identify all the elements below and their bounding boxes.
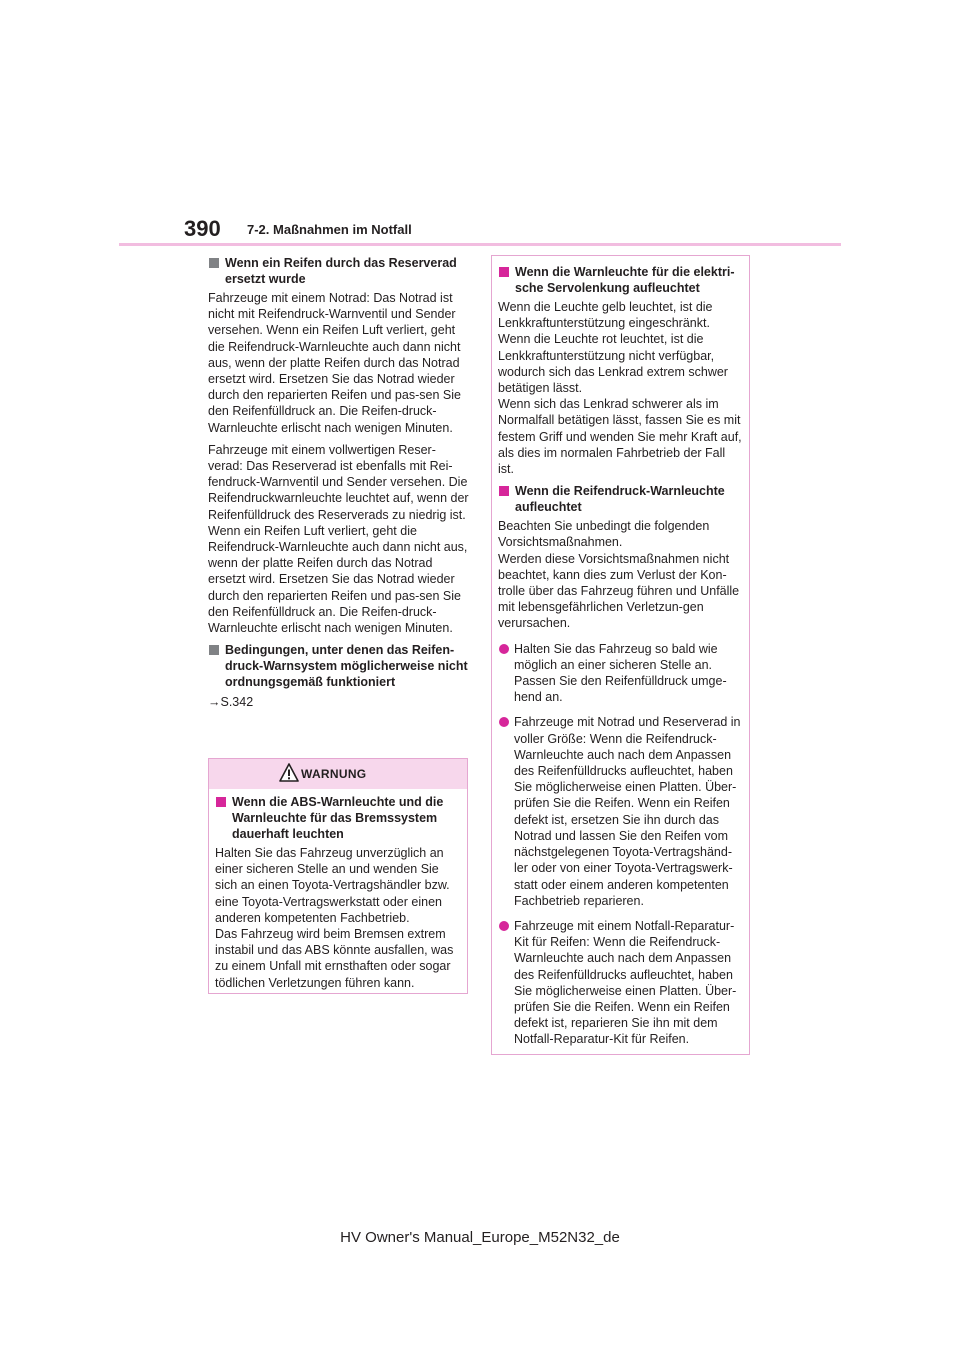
right-paragraph-2a: Beachten Sie unbedingt die folgenden Vorsichtsmaßnahmen.: [498, 519, 710, 550]
right-heading-2-text: Wenn die Reifendruck-Warnleuchte aufleuchtet: [515, 484, 725, 515]
right-caution-box: [491, 255, 750, 1055]
left-paragraph-1: Fahrzeuge mit einem Notrad: Das Notrad ist nicht mit Reifendruck-Warnventil und Sender versehen. Wenn ein Reifen Luft verliert, geht die Reifendruck-Warnleuchte auch dann nicht aus, wenn der platte Reifen durch das Notrad ersetzt wird. Ersetzen Sie das Notrad wieder durch den reparierten Reifen und pas-sen Sie den Reifenfülldruck an. Die Reifen-druck-Warnleuchte erlischt nach wenigen Minuten.: [208, 291, 461, 435]
footer-text: HV Owner's Manual_Europe_M52N32_de: [340, 1229, 620, 1246]
page-reference-link[interactable]: →S.342: [208, 695, 254, 710]
page-number: 390: [184, 216, 221, 241]
list-item: [498, 714, 743, 908]
header-rule: [119, 243, 841, 246]
square-bullet-icon: [499, 486, 509, 496]
list-item-text: Fahrzeuge mit Notrad und Reserverad in voller Größe: Wenn die Reifendruck-Warnleuchte auch nach dem Anpassen des Reifenfülldrucks aufleuchtet, haben Sie möglicherweise einen Platten. Über-prüfen Sie die Reifen. Wenn ein Reifen defekt ist, ersetzen Sie ihn durch das Notrad und lassen Sie den Reifen vom nächstgelegenen Toyota-Vertragshänd-ler oder von einer Toyota-Vertragswerk-statt oder einem anderen kompetenten Fachbetrieb reparieren.: [514, 715, 741, 908]
left-paragraph-2: Fahrzeuge mit einem vollwertigen Reser-verad: Das Reserverad ist ebenfalls mit Rei-fendruck-Warnventil und Sender versehen. Die Reifendruckwarnleuchte leuchtet auf, wenn der Reifenfülldruck des Reserverads zu niedrig ist. Wenn ein Reifen Luft verliert, geht die Reifendruck-Warnleuchte auch dann nicht aus, wenn der platte Reifen durch das Notrad ersetzt wird. Ersetzen Sie das Notrad wieder durch den reparierten Reifen und pas-sen Sie den Reifenfülldruck an. Die Reifen-druck-Warnleuchte erlischt nach wenigen Minuten.: [208, 442, 469, 636]
right-heading-1: [498, 264, 743, 296]
warning-triangle-icon: [279, 763, 299, 783]
square-bullet-icon: [209, 645, 219, 655]
warning-text-1: Halten Sie das Fahrzeug unverzüglich an einer sicheren Stelle an und wenden Sie sich an einen Toyota-Vertragshändler bzw. eine Toyota-Vertragswerkstatt oder einen anderen kompetenten Fachbetrieb.: [215, 846, 450, 925]
warning-heading-text: Wenn die ABS-Warnleuchte und die Warnleuchte für das Bremssystem dauerhaft leuchten: [232, 795, 444, 841]
warning-heading: [215, 794, 459, 842]
round-bullet-icon: [499, 921, 509, 931]
warning-header: [209, 759, 467, 789]
list-item: [498, 641, 743, 706]
warning-box: [208, 758, 468, 994]
right-paragraph-1a: Wenn die Leuchte gelb leuchtet, ist die Lenkkraftunterstützung eingeschränkt. Wenn die Leuchte rot leuchtet, ist die Lenkkraftunterstützung nicht verfügbar, wodurch sich das Lenkrad extrem schwer betätigen lässt.: [498, 300, 728, 396]
left-heading-1-text: Wenn ein Reifen durch das Reserverad ersetzt wurde: [225, 256, 457, 286]
list-item-text: Fahrzeuge mit einem Notfall-Reparatur-Kit für Reifen: Wenn die Reifendruck-Warnleuchte auch nach dem Anpassen des Reifenfülldrucks aufleuchtet, haben Sie möglicherweise einen Platten. Über-prüfen Sie die Reifen. Wenn ein Reifen defekt ist, reparieren Sie ihn mit dem Notfall-Reparatur-Kit für Reifen.: [514, 918, 737, 1047]
square-bullet-icon: [216, 797, 226, 807]
right-heading-1-text: Wenn die Warnleuchte für die elektri-sche Servolenkung aufleuchtet: [515, 265, 735, 295]
left-column: [208, 255, 470, 710]
right-heading-2: [498, 483, 743, 515]
left-heading-2: [208, 642, 470, 690]
right-paragraph-2b: Werden diese Vorsichtsmaßnahmen nicht beachtet, kann dies zum Verlust der Kon-trolle über das Fahrzeug führen und Unfälle mit lebensgefährlichen Verletzun-gen verursachen.: [498, 551, 740, 631]
left-heading-1: [208, 255, 470, 287]
warning-title: WARNUNG: [301, 767, 367, 781]
right-paragraph-1b: Wenn sich das Lenkrad schwerer als im Normalfall betätigen lässt, fassen Sie es mit festem Griff und wenden Sie mehr Kraft auf, als dies im normalen Fahrbetrieb der Fall ist.: [498, 397, 742, 477]
round-bullet-icon: [499, 644, 509, 654]
square-bullet-icon: [209, 258, 219, 268]
list-item-text: Halten Sie das Fahrzeug so bald wie möglich an einer sicheren Stelle an. Passen Sie den Reifenfülldruck umge-hend an.: [514, 641, 727, 705]
section-title: 7-2. Maßnahmen im Notfall: [247, 222, 412, 237]
warning-text-2: Das Fahrzeug wird beim Bremsen extrem instabil und das ABS könnte ausfallen, was zu einem Unfall mit ernsthaften oder sogar tödlichen Verletzungen führen kann.: [215, 927, 454, 990]
list-item: [498, 918, 743, 1048]
square-bullet-icon: [499, 267, 509, 277]
left-heading-2-text: Bedingungen, unter denen das Reifen-druck-Warnsystem möglicherweise nicht ordnungsgemäß funktioniert: [225, 643, 468, 690]
round-bullet-icon: [499, 717, 509, 727]
warning-body: [209, 789, 467, 991]
